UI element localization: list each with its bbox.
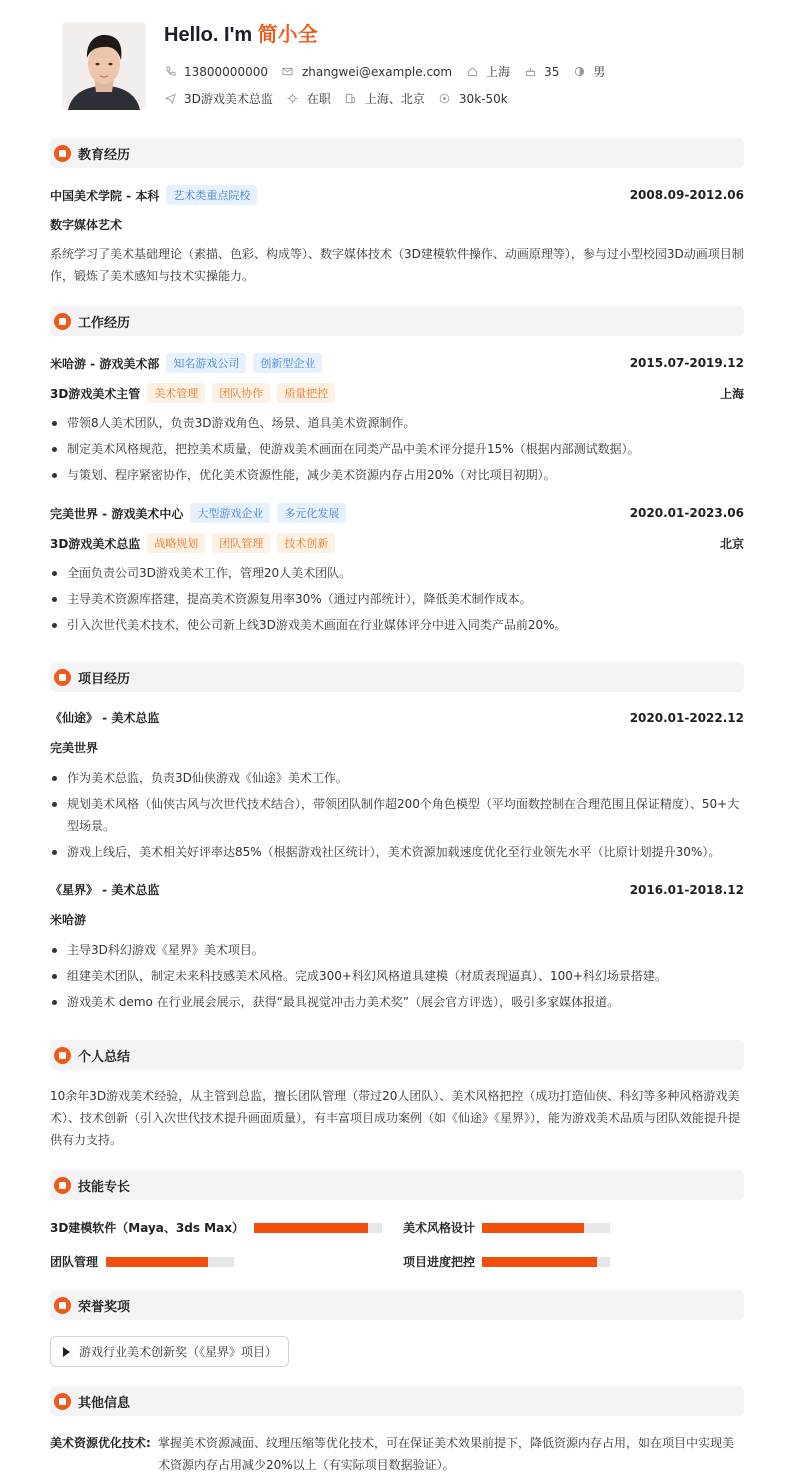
project-company-row [50,911,744,928]
projects-section-header [50,662,744,692]
section-title: 个人总结 [78,1049,131,1065]
project-bullet: 游戏美术 demo 在行业展会展示，获得“最具视觉冲击力美术奖”（展会官方评选），吸引多家媒体报道。 [50,991,744,1013]
age-text: 35 [544,64,560,79]
expand-triangle-icon[interactable] [63,1347,70,1357]
education-section-header [50,138,744,168]
work-company-row [50,503,744,523]
city-text: 上海 [486,65,511,79]
project-title-row [50,709,744,726]
skill-name: 项目进度把控 [403,1255,476,1269]
section-title: 教育经历 [78,147,131,163]
project-company-row [50,739,744,756]
status-text: 在职 [306,92,331,106]
work-city: 上海 [719,386,744,401]
email-text: zhangwei@example.com [301,64,453,79]
work-period: 2020.01-2023.06 [629,506,744,520]
salary-text: 30k-50k [458,91,508,106]
resume-greeting [164,18,318,47]
skill-tag: 战略规划 [147,533,205,553]
company-tag: 创新型企业 [253,353,322,373]
skill-name: 3D建模软件（Maya、3ds Max） [50,1221,244,1235]
info-icon [54,1393,71,1410]
section-title: 其他信息 [78,1395,131,1411]
work-bullet: 主导美术资源库搭建，提高美术资源复用率30%（通过内部统计），降低美术制作成本。 [50,588,744,610]
major-name: 数字媒体艺术 [50,218,123,232]
skill-bar [482,1223,610,1233]
work-role-row [50,533,744,553]
gender-icon [573,66,585,78]
building-icon [345,93,357,105]
project-bullet: 作为美术总监，负责3D仙侠游戏《仙途》美术工作。 [50,767,744,789]
school-name: 中国美术学院 - 本科 [50,188,160,203]
work-company-row [50,353,744,373]
skill-bar-fill [254,1223,368,1233]
skill-item [403,1219,610,1236]
job-intent-row [164,90,522,107]
skill-tag: 技术创新 [277,533,335,553]
contact-row [164,63,619,80]
position-text: 3D游戏美术总监 [184,92,273,106]
skill-bar-fill [482,1223,584,1233]
project-bullet: 规划美术风格（仙侠古风与次世代技术结合），带领团队制作超200个角色模型（平均面数控制在合理范围且保证精度）、50+大型场景。 [50,793,744,837]
skill-name: 美术风格设计 [403,1221,476,1235]
school-tag: 艺术类重点院校 [166,185,257,205]
work-city: 北京 [719,536,744,551]
project-title: 《星界》 - 美术总监 [50,883,160,897]
skill-tag: 团队协作 [212,383,270,403]
phone-icon [164,66,176,78]
award-text: 游戏行业美术创新奖（《星界》项目） [79,1345,278,1359]
phone-text: 13800000000 [184,64,268,79]
award-item[interactable] [50,1336,289,1367]
project-period: 2016.01-2018.12 [629,882,744,897]
skill-tag: 质量把控 [277,383,335,403]
company-name: 米哈游 - 游戏美术部 [50,356,160,371]
skill-bar-fill [482,1257,597,1267]
lightning-icon [54,1177,71,1194]
gender-text: 男 [593,65,606,79]
project-bullet: 主导3D科幻游戏《星界》美术项目。 [50,939,744,961]
graduation-cap-icon [54,145,71,162]
other-section-header [50,1386,744,1416]
education-row [50,185,744,205]
salary-icon [439,93,451,105]
candidate-name: 简小全 [257,24,318,46]
awards-section-header [50,1290,744,1320]
skill-item [403,1253,610,1270]
skill-item [50,1219,382,1236]
greeting-text: Hello. I'm [164,24,258,46]
email-icon [282,66,294,78]
work-period: 2015.07-2019.12 [629,356,744,370]
company-name: 完美世界 - 游戏美术中心 [50,506,184,521]
skill-bar [482,1257,610,1267]
company-tag: 知名游戏公司 [166,353,246,373]
grid-icon [54,669,71,686]
major-row [50,216,744,233]
project-period: 2020.01-2022.12 [629,710,744,725]
section-title: 荣誉奖项 [78,1299,131,1315]
skill-tag: 美术管理 [147,383,205,403]
send-icon [164,93,176,105]
role-title: 3D游戏美术总监 [50,536,141,551]
work-section-header [50,306,744,336]
skill-tag: 团队管理 [212,533,270,553]
skill-bar [106,1257,234,1267]
education-period: 2008.09-2012.06 [629,188,744,202]
other-label: 美术资源优化技术: [50,1436,151,1450]
company-tag: 多元化发展 [277,503,346,523]
project-bullet: 游戏上线后，美术相关好评率达85%（根据游戏社区统计），美术资源加载速度优化至行业领先水平（比原计划提升30%）。 [50,841,744,863]
skill-name: 团队管理 [50,1255,99,1269]
role-title: 3D游戏美术主管 [50,386,141,401]
section-title: 工作经历 [78,315,131,331]
briefcase-icon [54,313,71,330]
project-company: 米哈游 [50,913,87,927]
skill-bar [254,1223,382,1233]
project-bullet: 组建美术团队，制定未来科技感美术风格。完成300+科幻风格道具建模（材质表现逼真）、100+科幻场景搭建。 [50,965,744,987]
other-text: 掌握美术资源减面、纹理压缩等优化技术，可在保证美术效果前提下，降低资源内存占用，如在项目中实现美术资源内存占用减少20%以上（有实际项目数据验证）。 [158,1436,735,1472]
target-city-text: 上海、北京 [364,92,425,106]
work-bullet: 全面负责公司3D游戏美术工作，管理20人美术团队。 [50,562,744,584]
section-title: 项目经历 [78,671,131,687]
work-bullet: 与策划、程序紧密协作，优化美术资源性能，减少美术资源内存占用20%（对比项目初期）。 [50,464,744,486]
skill-item [50,1253,234,1270]
education-description: 系统学习了美术基础理论（素描、色彩、构成等）、数字媒体技术（3D建模软件操作、动画原理等），参与过小型校园3D动画项目制作，锻炼了美术感知与技术实操能力。 [50,247,744,283]
status-icon [287,93,299,105]
skills-section-header [50,1170,744,1200]
project-title-row [50,881,744,898]
section-title: 技能专长 [78,1179,131,1195]
work-bullet: 引入次世代美术技术，使公司新上线3D游戏美术画面在行业媒体评分中进入同类产品前20%。 [50,614,744,636]
summary-text: 10余年3D游戏美术经验，从主管到总监，擅长团队管理（带过20人团队）、美术风格把控（成功打造仙侠、科幻等多种风格游戏美术）、技术创新（引入次世代技术提升画面质量），有丰富项目成功案例（如《仙途》《星界》），能为游戏美术品质与团队效能提升提供有力支持。 [50,1089,741,1147]
user-icon [54,1047,71,1064]
medal-icon [54,1297,71,1314]
work-role-row [50,383,744,403]
skill-bar-fill [106,1257,208,1267]
project-title: 《仙途》 - 美术总监 [50,711,160,725]
profile-photo [62,22,146,110]
company-tag: 大型游戏企业 [190,503,270,523]
work-bullet: 带领8人美术团队，负责3D游戏角色、场景、道具美术资源制作。 [50,412,744,434]
project-company: 完美世界 [50,741,99,755]
summary-section-header [50,1040,744,1070]
cake-icon [524,66,536,78]
home-icon [466,66,478,78]
work-bullet: 制定美术风格规范，把控美术质量，使游戏美术画面在同类产品中美术评分提升15%（根据内部测试数据）。 [50,438,744,460]
